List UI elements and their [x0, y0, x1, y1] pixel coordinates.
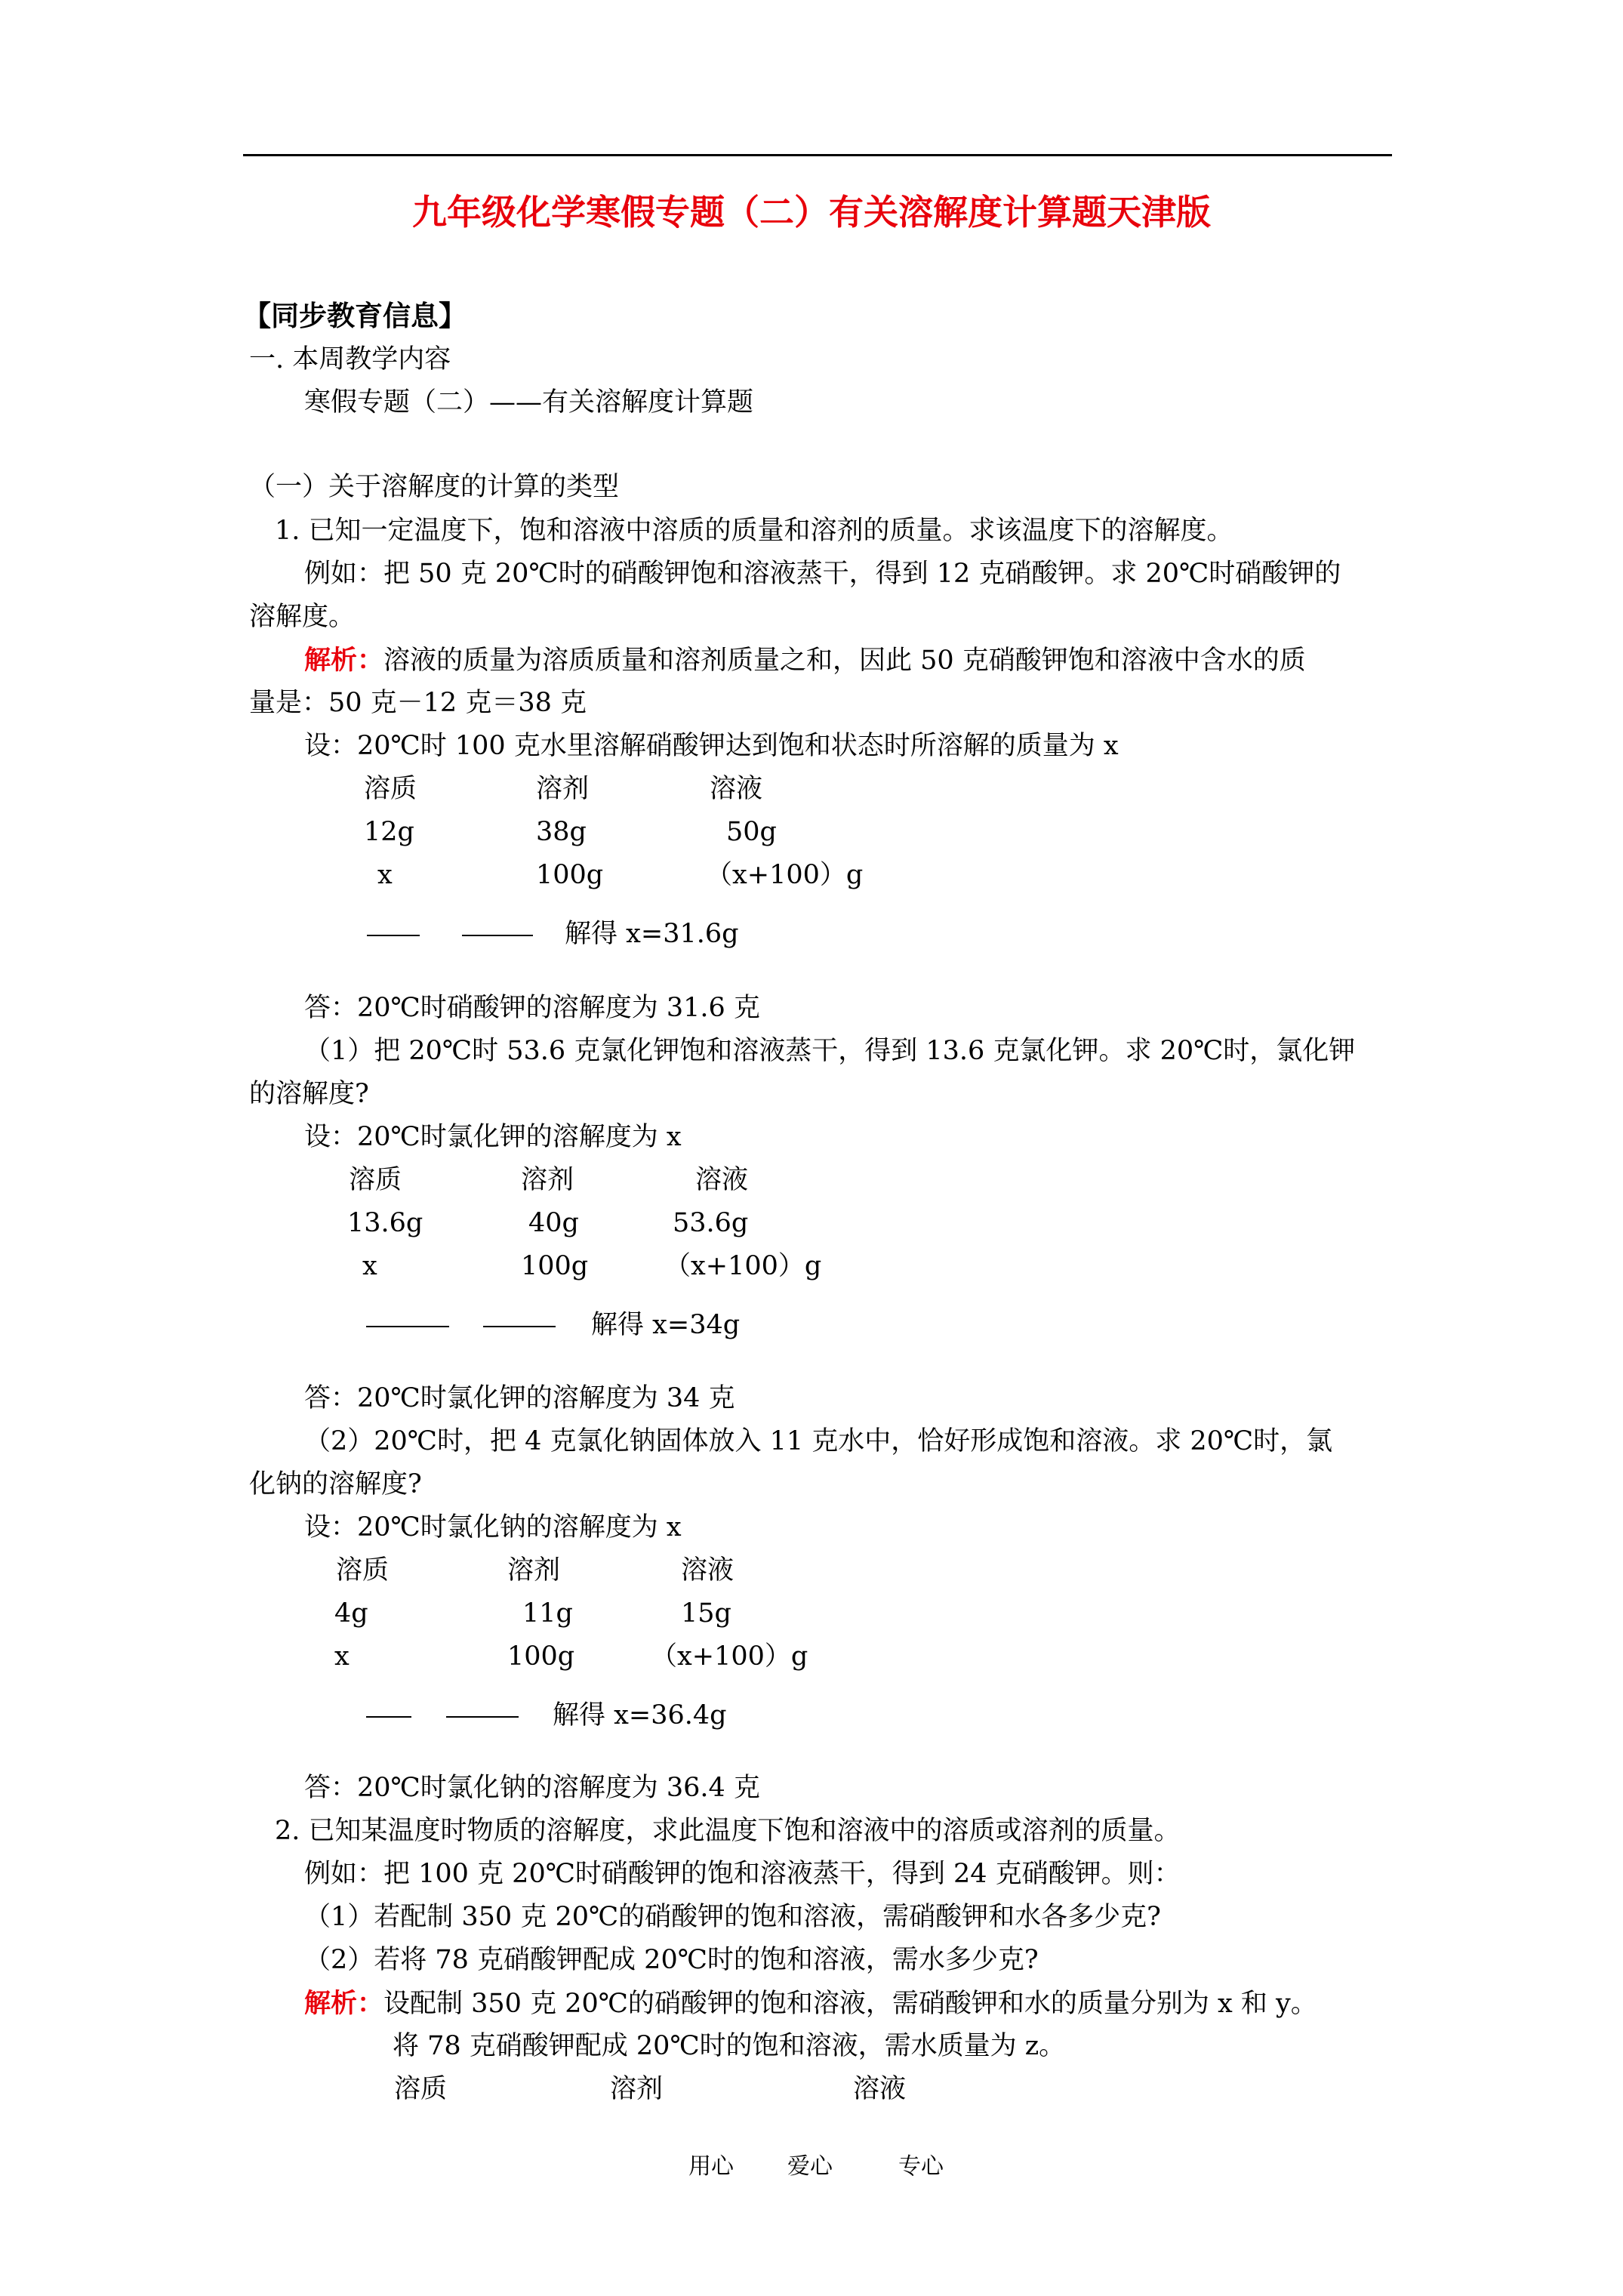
example-2: 例如：把 100 克 20℃时硝酸钾的饱和溶液蒸干，得到 24 克硝酸钾。则：: [304, 1859, 1181, 1889]
table3-result: 解得 x=36.4g: [553, 1700, 727, 1730]
setup-2: 设：20℃时氯化钾的溶解度为 x: [304, 1122, 682, 1152]
footer-text-1: 用心: [688, 2153, 734, 2180]
table2-header-solvent: 溶剂: [521, 1165, 574, 1195]
table2-cell: （x+100）g: [664, 1251, 822, 1281]
table2-cell: 53.6g: [673, 1208, 749, 1238]
answer-1: 答：20℃时硝酸钾的溶解度为 31.6 克: [304, 993, 760, 1023]
table1-header-solvent: 溶剂: [536, 774, 590, 804]
analysis-text: 设配制 350 克 20℃的硝酸钾的饱和溶液，需硝酸钾和水的质量分别为 x 和 y。: [383, 1989, 1317, 2019]
table3-header-solution: 溶液: [681, 1555, 735, 1586]
table2-cell: 100g: [521, 1251, 589, 1281]
table1-cell: 50g: [726, 817, 777, 847]
table2-cell: 40g: [528, 1208, 579, 1238]
header-rule: [243, 154, 1392, 156]
analysis-1-line-a: [304, 647, 1306, 674]
analysis-1-line-b: 量是：50 克－12 克＝38 克: [249, 688, 587, 718]
intro-line-1: 一. 本周教学内容: [249, 344, 451, 374]
intro-line-2: 寒假专题（二）——有关溶解度计算题: [304, 387, 754, 418]
analysis-text: 溶液的质量为溶质质量和溶剂质量之和，因此 50 克硝酸钾饱和溶液中含水的质: [383, 646, 1306, 676]
table1-cell: 100g: [536, 860, 604, 890]
fraction-line: [366, 1716, 411, 1718]
footer-text-2: 爱心: [787, 2153, 833, 2180]
table3-header-solute: 溶质: [336, 1555, 390, 1586]
table1-cell: （x+100）g: [706, 860, 864, 890]
table1-cell: 12g: [364, 817, 414, 847]
question-2: 2. 已知某温度时物质的溶解度，求此温度下饱和溶液中的溶质或溶剂的质量。: [275, 1816, 1181, 1846]
table3-header-solvent: 溶剂: [507, 1555, 561, 1586]
sub-question-1-line-b: 的溶解度?: [249, 1079, 369, 1109]
table2-header-solution: 溶液: [695, 1165, 749, 1195]
setup-3: 设：20℃时氯化钠的溶解度为 x: [304, 1512, 682, 1542]
table2-cell: x: [362, 1251, 377, 1281]
part2-header-solution: 溶液: [853, 2074, 907, 2104]
table2-header-solute: 溶质: [349, 1165, 402, 1195]
sub-question-1-line-a: （1）把 20℃时 53.6 克氯化钾饱和溶液蒸干，得到 13.6 克氯化钾。求 20℃时，氯化钾: [304, 1036, 1356, 1066]
setup-1: 设：20℃时 100 克水里溶解硝酸钾达到饱和状态时所溶解的质量为 x: [304, 731, 1119, 761]
example-1-line-a: 例如：把 50 克 20℃时的硝酸钾饱和溶液蒸干，得到 12 克硝酸钾。求 20℃时硝酸钾的: [304, 559, 1341, 589]
analysis-2-line-a: [304, 1990, 1317, 2017]
answer-3: 答：20℃时氯化钠的溶解度为 36.4 克: [304, 1773, 760, 1803]
answer-2: 答：20℃时氯化钾的溶解度为 34 克: [304, 1383, 735, 1413]
table3-cell: 4g: [334, 1598, 368, 1629]
table3-cell: 11g: [522, 1598, 573, 1629]
sub-question-2-line-b: 化钠的溶解度?: [249, 1469, 422, 1499]
fraction-line: [366, 1326, 449, 1327]
table2-result: 解得 x=34g: [591, 1310, 741, 1340]
analysis-2-line-b: 将 78 克硝酸钾配成 20℃时的饱和溶液，需水质量为 z。: [393, 2031, 1066, 2061]
sub-question-2-line-a: （2）20℃时，把 4 克氯化钠固体放入 11 克水中，恰好形成饱和溶液。求 20℃时，氯: [304, 1426, 1333, 1456]
table3-cell: 100g: [507, 1641, 575, 1672]
page-title: 九年级化学寒假专题（二）有关溶解度计算题天津版: [412, 192, 1211, 233]
section-header: 【同步教育信息】: [243, 299, 467, 332]
fraction-line: [462, 935, 533, 936]
part2-header-solute: 溶质: [394, 2074, 448, 2104]
table2-cell: 13.6g: [347, 1208, 423, 1238]
question-1: 1. 已知一定温度下，饱和溶液中溶质的质量和溶剂的质量。求该温度下的溶解度。: [275, 516, 1233, 546]
table3-cell: 15g: [681, 1598, 731, 1629]
example-2-part-2: （2）若将 78 克硝酸钾配成 20℃时的饱和溶液，需水多少克?: [304, 1945, 1039, 1975]
table1-header-solution: 溶液: [710, 774, 763, 804]
analysis-label: 解析：: [304, 1988, 384, 2019]
table3-cell: （x+100）g: [651, 1641, 808, 1672]
footer-text-3: 专心: [898, 2153, 944, 2180]
part1-heading: （一）关于溶解度的计算的类型: [249, 472, 620, 502]
fraction-line: [446, 1716, 519, 1718]
part2-header-solvent: 溶剂: [610, 2074, 664, 2104]
example-2-part-1: （1）若配制 350 克 20℃的硝酸钾的饱和溶液，需硝酸钾和水各多少克?: [304, 1902, 1161, 1932]
table1-cell: x: [377, 860, 393, 890]
fraction-line: [483, 1326, 556, 1327]
table1-result: 解得 x=31.6g: [565, 919, 739, 949]
table1-header-solute: 溶质: [364, 774, 417, 804]
table3-cell: x: [334, 1641, 350, 1672]
example-1-line-b: 溶解度。: [249, 602, 356, 632]
analysis-label: 解析：: [304, 645, 384, 676]
table1-cell: 38g: [536, 817, 587, 847]
fraction-line: [367, 935, 420, 936]
